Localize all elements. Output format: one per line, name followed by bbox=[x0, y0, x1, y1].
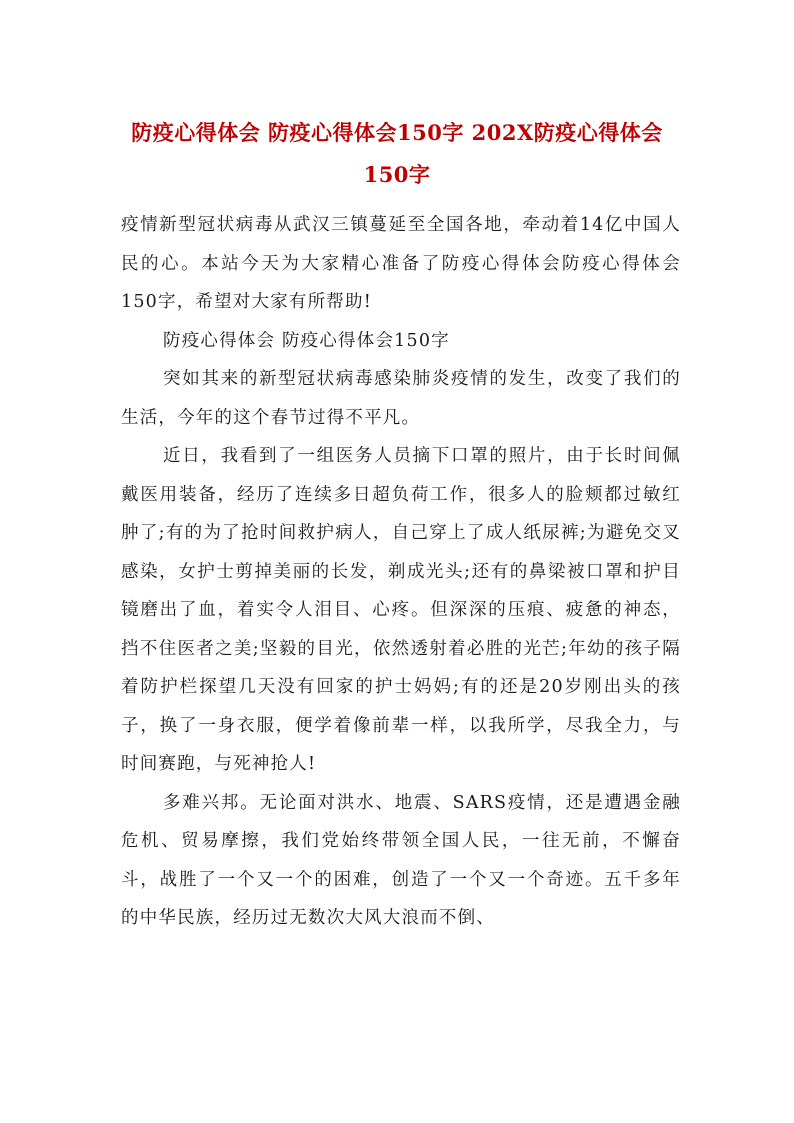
section-heading: 防疫心得体会 防疫心得体会150字 bbox=[163, 330, 450, 351]
body-paragraph: 多难兴邦。无论面对洪水、地震、SARS疫情，还是遭遇金融危机、贸易摩擦，我们党始终带领全国人民，一往无前，不懈奋斗，战胜了一个又一个的困难，创造了一个又一个奇迹。五千多年的中华民族，经历过无数次大风大浪而不倒、 bbox=[121, 792, 681, 928]
document-title: 防疫心得体会 防疫心得体会150字 202X防疫心得体会150字 bbox=[131, 120, 663, 188]
body-paragraph: 突如其来的新型冠状病毒感染肺炎疫情的发生，改变了我们的生活，今年的这个春节过得不平凡。 bbox=[121, 369, 681, 428]
body-paragraph: 近日，我看到了一组医务人员摘下口罩的照片，由于长时间佩戴医用装备，经历了连续多日超负荷工作，很多人的脸颊都过敏红肿了;有的为了抢时间救护病人，自己穿上了成人纸尿裤;为避免交叉感染，女护士剪掉美丽的长发，剃成光头;还有的鼻梁被口罩和护目镜磨出了血，着实令人泪目、心疼。但深深的压痕、疲惫的神态，挡不住医者之美;坚毅的目光，依然透射着必胜的光芒;年幼的孩子隔着防护栏探望几天没有回家的护士妈妈;有的还是20岁刚出头的孩子，换了一身衣服，便学着像前辈一样，以我所学，尽我全力，与时间赛跑，与死神抢人! bbox=[121, 446, 681, 774]
document-body bbox=[121, 206, 681, 938]
intro-paragraph: 疫情新型冠状病毒从武汉三镇蔓延至全国各地，牵动着14亿中国人民的心。本站今天为大家精心准备了防疫心得体会防疫心得体会150字，希望对大家有所帮助! bbox=[121, 215, 681, 312]
